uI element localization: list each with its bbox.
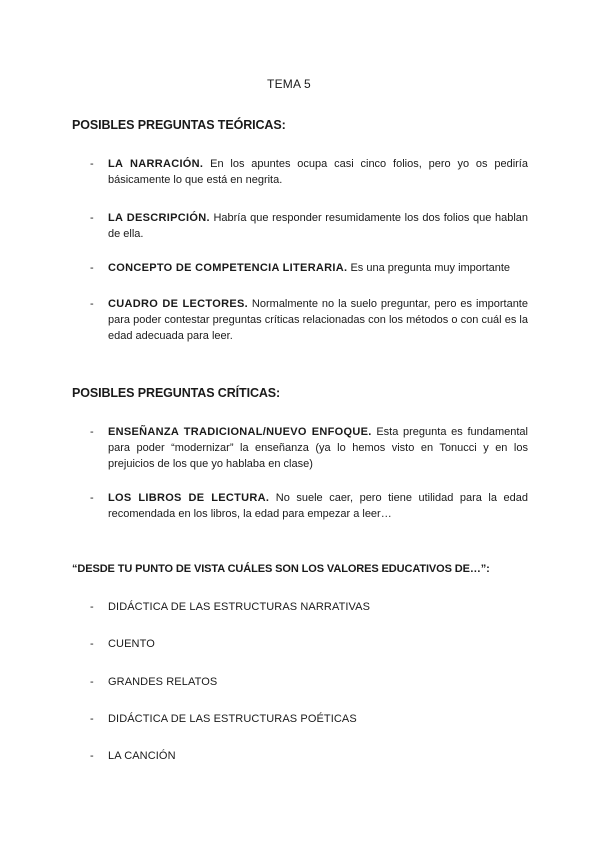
section-heading-valores: “DESDE TU PUNTO DE VISTA CUÁLES SON LOS VALORES EDUCATIVOS DE…”: (72, 563, 490, 575)
section-heading-teoricas: POSIBLES PREGUNTAS TEÓRICAS: (72, 118, 286, 132)
title-text: TEMA 5 (267, 77, 311, 91)
bullet-dash: - (90, 212, 94, 224)
item-text (108, 424, 528, 472)
item-label: DIDÁCTICA DE LAS ESTRUCTURAS NARRATIVAS (108, 601, 371, 613)
item-label: LA CANCIÓN (108, 750, 176, 762)
bullet-dash: - (90, 750, 94, 762)
item-text (108, 296, 528, 344)
item-text (108, 156, 528, 188)
list-item (90, 296, 528, 344)
list-item (90, 748, 176, 764)
item-description: Habría que responder resumidamente los dos folios que hablan de ella. (108, 212, 529, 240)
item-bold-label: LA NARRACIÓN. (108, 158, 204, 170)
document-title (0, 77, 600, 91)
bullet-dash: - (90, 638, 94, 650)
list-item (90, 210, 528, 242)
bullet-dash: - (90, 426, 94, 438)
item-label: CUENTO (108, 638, 155, 650)
item-bold-label: LA DESCRIPCIÓN. (108, 212, 210, 224)
bullet-dash: - (90, 713, 94, 725)
item-bold-label: CONCEPTO DE COMPETENCIA LITERARIA. (108, 262, 348, 274)
item-text (108, 260, 528, 276)
item-description: Es una pregunta muy importante (347, 262, 511, 274)
list-item (90, 711, 357, 727)
list-item (90, 156, 528, 188)
bullet-dash: - (90, 298, 94, 310)
list-item (90, 599, 370, 615)
list-item (90, 674, 217, 690)
bullet-dash: - (90, 492, 94, 504)
item-label: GRANDES RELATOS (108, 676, 218, 688)
bullet-dash: - (90, 676, 94, 688)
list-item (90, 260, 528, 276)
item-bold-label: CUADRO DE LECTORES. (108, 298, 248, 310)
item-description: No suele caer, pero tiene utilidad para la edad recomendada en los libros, la edad para empezar a leer… (108, 492, 528, 520)
item-bold-label: ENSEÑANZA TRADICIONAL/NUEVO ENFOQUE. (108, 426, 372, 438)
bullet-dash: - (90, 158, 94, 170)
item-text (108, 210, 528, 242)
item-description: Esta pregunta es fundamental para poder “modernizar” la enseñanza (ya lo hemos visto en Tonucci y en los prejuicios de los que yo hablaba en clase) (108, 426, 528, 470)
list-item (90, 490, 528, 522)
item-description: Normalmente no la suelo preguntar, pero es importante para poder contestar preguntas críticas relacionadas con los métodos o con cuál es la edad adecuada para leer. (108, 298, 528, 342)
item-text (108, 490, 528, 522)
item-label: DIDÁCTICA DE LAS ESTRUCTURAS POÉTICAS (108, 713, 357, 725)
section-heading-criticas: POSIBLES PREGUNTAS CRÍTICAS: (72, 386, 281, 400)
list-item (90, 424, 528, 472)
item-description: En los apuntes ocupa casi cinco folios, pero yo os pediría básicamente lo que está en negrita. (108, 158, 528, 186)
list-item (90, 636, 155, 652)
bullet-dash: - (90, 262, 94, 274)
item-bold-label: LOS LIBROS DE LECTURA. (108, 492, 270, 504)
bullet-dash: - (90, 601, 94, 613)
